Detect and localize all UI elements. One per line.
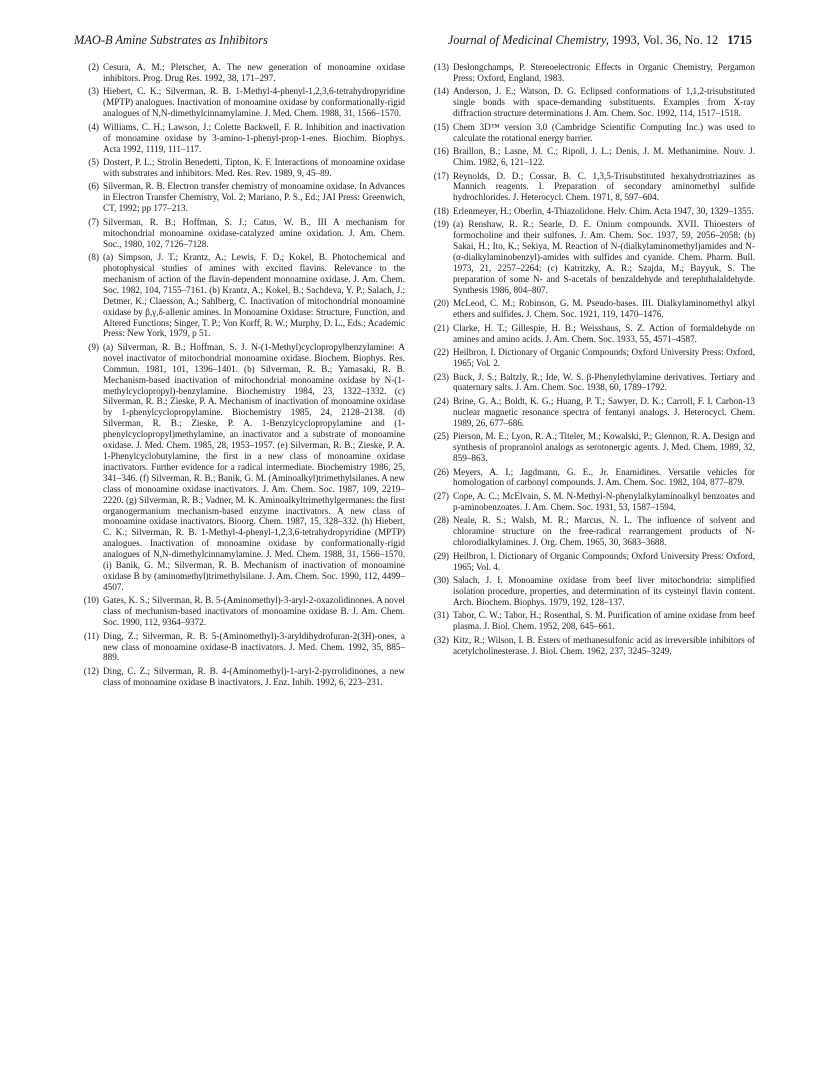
reference-item — [425, 146, 755, 168]
reference-item — [425, 491, 755, 513]
reference-item — [425, 298, 755, 320]
reference-text: Reynolds, D. D.; Cossar, B. C. 1,3,5-Trisubstituted hexahydrotriazines as Mannich reagents. I. Preparation of secondary aminomethyl sulfide hydrochlorides. J. Heterocycl. Chem. 1971, 8, 597–604. — [453, 170, 755, 203]
reference-text: Tabor, C. W.; Tabor, H.; Rosenthal, S. M. Purification of amine oxidase from beef plasma. J. Biol. Chem. 1952, 208, 645–661. — [453, 610, 755, 632]
reference-number: (2) — [88, 62, 99, 72]
reference-text: Deslongchamps, P. Stereoelectronic Effects in Organic Chemistry, Pergamon Press: Oxford, England, 1983. — [453, 62, 755, 83]
reference-text: Braillon, B.; Lasne, M. C.; Ripoll, J. L.; Denis, J. M. Methanimine. Nouv. J. Chim. 1982, 6, 121–122. — [453, 146, 755, 168]
reference-item — [425, 431, 755, 464]
reference-number: (11) — [84, 630, 99, 641]
reference-number: (16) — [433, 146, 449, 157]
journal-citation — [448, 33, 752, 48]
reference-item — [425, 122, 755, 144]
reference-item — [75, 631, 405, 664]
reference-text: (a) Simpson, J. T.; Krantz, A.; Lewis, F. D.; Kokel, B. Photochemical and photophysical studies of amines with excited flavins. Relevance to the mechanism of action of the flavin-dependent monoamine oxidase. J. Am. Chem. Soc. 1982, 104, 7155–7161. (b) Krantz, A.; Kokel, B.; Sachdeva, Y. P.; Salach, J.; Detmer, K.; Claesson, A.; Sahlberg, C. Inactivation of mitochondrial monoamine oxidase by β,γ,δ-allenic amines. In Monoamine Oxidase: Structure, Function, and Altered Functions; Singer, T. P.; Von Korff, R. W.; Murphy, D. L., Eds.; Academic Press: New York, 1979, p 51. — [103, 252, 405, 339]
reference-item — [75, 595, 405, 628]
reference-item — [425, 171, 755, 204]
reference-text: Ding, Z.; Silverman, R. B. 5-(Aminomethyl)-3-aryldihydrofuran-2(3H)-ones, a new class of monoamine oxidase-B inactivators. J. Med. Chem. 1992, 35, 885–889. — [103, 630, 405, 663]
journal-name: Journal of Medicinal Chemistry, — [447, 33, 609, 47]
volume-issue: 1993, Vol. 36, No. 12 — [611, 33, 719, 47]
reference-number: (22) — [433, 347, 449, 358]
reference-number: (20) — [433, 298, 449, 309]
reference-number: (29) — [433, 550, 449, 561]
reference-text: Silverman, R. B.; Hoffman, S. J.; Catus, W. B., III A mechanism for mitochondrial monoamine oxidase-catalyzed amine oxidation. J. Am. Chem. Soc., 1980, 102, 7126–7128. — [103, 216, 405, 249]
reference-item — [425, 396, 755, 429]
page-number: 1715 — [727, 33, 752, 47]
reference-number: (26) — [433, 466, 449, 477]
reference-item — [75, 122, 405, 155]
reference-text: Cope, A. C.; McElvain, S. M. N-Methyl-N-phenylalkylaminoalkyl benzoates and p-aminobenzoates. J. Am. Chem. Soc. 1931, 53, 1587–1594. — [453, 490, 755, 512]
reference-text: Williams, C. H.; Lawson, J.; Colette Backwell, F. R. Inhibition and inactivation of monoamine oxidase by 3-amino-1-phenyl-prop-1-enes. Biochim. Biophys. Acta 1992, 1119, 111–117. — [103, 121, 405, 154]
reference-number: (27) — [433, 490, 449, 501]
reference-number: (31) — [433, 610, 449, 621]
reference-number: (5) — [88, 157, 99, 168]
reference-text: Heilbron, I. Dictionary of Organic Compounds; Oxford University Press: Oxford, 1965; Vol. 2. — [453, 347, 755, 368]
reference-number: (12) — [83, 665, 99, 676]
reference-text: Cesura, A. M.; Pletscher, A. The new generation of monoamine oxidase inhibitors. Prog. Drug Res. 1992, 38, 171–297. — [103, 62, 405, 83]
reference-item — [425, 206, 755, 217]
reference-item — [425, 467, 755, 489]
reference-number: (10) — [83, 595, 99, 606]
reference-number: (23) — [433, 371, 449, 382]
reference-text: Anderson, J. E.; Watson, D. G. Eclipsed conformations of 1,1,2-trisubstituted single bonds with space-demanding substituents. Examples from X-ray diffraction structure determinations J. Am. Chem. Soc. 1992, 114, 1517–1518. — [453, 86, 755, 119]
reference-text: Silverman, R. B. Electron transfer chemistry of monoamine oxidase. In Advances in Electron Transfer Chemistry, Vol. 2; Mariano, P. S., Ed.; JAI Press: Greenwich, CT, 1992; pp 177–213. — [103, 181, 405, 214]
reference-item — [425, 347, 755, 369]
reference-text: Heilbron, I. Dictionary of Organic Compounds; Oxford University Press: Oxford, 1965; Vol. 4. — [453, 550, 755, 572]
reference-number: (18) — [433, 205, 449, 216]
reference-number: (6) — [88, 181, 99, 192]
reference-number: (8) — [88, 252, 99, 263]
reference-text: McLeod, C. M.; Robinson, G. M. Pseudo-bases. III. Dialkylaminomethyl alkyl ethers and sulfides. J. Chem. Soc. 1921, 119, 1470–1476. — [453, 298, 755, 320]
reference-item — [425, 635, 755, 657]
reference-number: (9) — [88, 341, 99, 352]
reference-item — [75, 342, 405, 593]
reference-item — [75, 86, 405, 119]
reference-number: (7) — [88, 216, 99, 227]
reference-number: (13) — [433, 62, 449, 72]
reference-text: Buck, J. S.; Baltzly, R.; Ide, W. S. β-Phenylethylamine derivatives. Tertiary and quaternary salts. J. Am. Chem. Soc. 1938, 60, 1789–1792. — [453, 371, 755, 393]
reference-number: (4) — [88, 121, 99, 132]
reference-text: Brine, G. A.; Boldt, K. G.; Huang, P. T.; Sawyer, D. K.; Carroll, F. I. Carbon-13 nuclear magnetic resonance spectra of fentanyl analogs. J. Heterocycl. Chem. 1989, 26, 677–686. — [453, 395, 755, 428]
reference-item — [425, 610, 755, 632]
reference-text: Salach, J. I. Monoamine oxidase from beef liver mitochondria: simplified isolation procedure, properties, and determination of its cysteinyl flavin content. Arch. Biochem. Biophys. 1979, 192, 128–137. — [453, 575, 755, 607]
reference-number: (17) — [433, 170, 449, 181]
reference-item — [425, 62, 755, 84]
reference-text: Dostert, P. L.; Strolin Benedetti, Tipton, K. F. Interactions of monoamine oxidase with substrates and inhibitors. Med. Res. Rev. 1989, 9, 45–89. — [103, 157, 405, 178]
reference-number: (15) — [433, 121, 449, 132]
reference-number: (24) — [433, 395, 449, 406]
reference-item — [75, 62, 405, 84]
reference-number: (28) — [433, 515, 449, 526]
reference-text: Erlenmeyer, H.; Oberlin, 4-Thiazolidone. Helv. Chim. Acta 1947, 30, 1329–1355. — [453, 205, 754, 216]
running-title: MAO-B Amine Substrates as Inhibitors — [74, 33, 268, 47]
references-right-column — [425, 62, 755, 659]
reference-number: (25) — [433, 431, 449, 442]
reference-item — [425, 219, 755, 295]
reference-text: Meyers, A. I.; Jagdmann, G. E., Jr. Enamidines. Versatile vehicles for homologation of carbonyl compounds. J. Am. Chem. Soc. 1982, 104, 877–879. — [453, 466, 755, 488]
reference-item — [75, 181, 405, 214]
reference-item — [425, 551, 755, 573]
reference-item — [425, 515, 755, 548]
reference-item — [425, 372, 755, 394]
reference-item — [425, 86, 755, 119]
reference-item — [425, 575, 755, 608]
reference-number: (3) — [88, 86, 99, 97]
reference-text: Hiebert, C. K.; Silverman, R. B. 1-Methyl-4-phenyl-1,2,3,6-tetrahydropyridine (MPTP) analogues. Inactivation of monoamine oxidase by conformationally-rigid analogues of N,N-dimethylcinnamylamine. J. Med. Chem. 1988, 31, 1566–1570. — [103, 86, 405, 119]
reference-number: (30) — [433, 575, 449, 586]
reference-text: Kitz, R.; Wilson, I. B. Esters of methanesulfonic acid as irreversible inhibitors of acetylcholinesterase. J. Biol. Chem. 1962, 237, 3245–3249. — [453, 634, 755, 656]
page-header — [74, 33, 752, 51]
reference-number: (21) — [433, 322, 449, 333]
reference-item — [75, 252, 405, 339]
reference-text: (a) Silverman, R. B.; Hoffman, S. J. N-(1-Methyl)cyclopropylbenzylamine: A novel inactivator of mitochondrial monoamine oxidase. Biochem. Biophys. Res. Commun. 1981, 101, 1396–1401. (b) Silverman, R. B.; Yamasaki, R. B. Mechanism-based inactivation of mitochondrial monoamine oxidase by N-(1-methylcyclopropyl)-benzylamine. Biochemistry 1984, 23, 1322–1332. (c) Silverman, R. B.; Zieske, P. A. Mechanism of inactivation of monoamine oxidase by 1-phenylcyclopropylamine. Biochemistry 1985, 24, 2128–2138. (d) Silverman, R. B.; Zieske, P. A. 1-Benzylcyclopropylamine and (1-phenylcyclopropyl)methylamine, an inactivator and a substrate of monoamine oxidase. J. Med. Chem. 1985, 28, 1953–1957. (e) Silverman, R. B.; Zieske, P. A. 1-Phenylcyclobutylamine, the first in a new class of monoamine oxidase inactivators. Further evidence for a radical intermediate. Biochemistry 1986, 25, 341–346. (f) Silverman, R. B.; Banik, G. M. (Aminoalkyl)trimethylsilanes. A new class of monoamine oxidase inactivators. J. Am. Chem. Soc. 1987, 109, 2219–2220. (g) Silverman, R. B.; Vadner, M. K. Aminoalkyltrimethylgermanes: the first organogermanium mechanism-based enzyme inactivators. A new class of monoamine oxidase inactivators. Bioorg. Chem. 1987, 15, 328–332. (h) Hiebert, C. K.; Silverman, R. B. 1-Methyl-4-phenyl-1,2,3,6-tetrahydropyridine (MPTP) analogues. Inactivation of monoamine oxidase by conformationally-rigid analogues of N,N-dimethylcinnamylamine. J. Med. Chem. 1988, 31, 1566–1570. (i) Banik, G. M.; Silverman, R. B. Mechanism of inactivation of monoamine oxidase B by (aminomethyl)trimethylsilane. J. Am. Chem. Soc. 1990, 112, 4499–4507. — [103, 341, 405, 592]
reference-item — [75, 157, 405, 179]
reference-text: Chem 3D™ version 3.0 (Cambridge Scientific Computing Inc.) was used to calculate the rotational energy barrier. — [453, 121, 755, 143]
reference-number: (32) — [433, 634, 449, 645]
reference-text: Ding, C. Z.; Silverman, R. B. 4-(Aminomethyl)-1-aryl-2-pyrrolidinones, a new class of monoamine oxidase B inactivators. J. Enz. Inhib. 1992, 6, 223–231. — [103, 665, 405, 687]
reference-text: Pierson, M. E.; Lyon, R. A.; Titeler, M.; Kowalski, P.; Glennon, R. A. Design and synthesis of propranolol analogs as serotonergic agents. J. Med. Chem. 1989, 32, 859–863. — [453, 431, 755, 464]
references-left-column — [75, 62, 405, 690]
reference-text: Clarke, H. T.; Gillespie, H. B.; Weisshaus, S. Z. Action of formaldehyde on amines and amino acids. J. Am. Chem. Soc. 1933, 55, 4571–4587. — [453, 322, 755, 344]
reference-number: (19) — [433, 219, 449, 230]
reference-number: (14) — [433, 86, 449, 97]
reference-item — [75, 666, 405, 688]
reference-item — [75, 217, 405, 250]
reference-item — [425, 323, 755, 345]
reference-text: (a) Renshaw, R. R.; Searle, D. E. Onium compounds. XVII. Thioesters of formocholine and their sulfones. J. Am. Chem. Soc. 1937, 59, 2056–2058; (b) Sakai, H.; Ito, K.; Sekiya, M. Reaction of N-(dialkylaminomethyl)amides and N-(α-dialkylaminobenzyl)-amides with sulfides and cyanide. Chem. Pharm. Bull. 1973, 21, 2257–2264; (c) Katritzky, A. R.; Szajda, M.; Bayyuk, S. The preparation of some N- and S-acetals of benzaldehyde and terephthalaldehyde. Synthesis 1986, 804–807. — [453, 219, 755, 295]
reference-text: Neale, R. S.; Walsh, M. R.; Marcus, N. L. The influence of solvent and chloramine structure on the free-radical rearrangement products of N-chlorodialkylamines. J. Org. Chem. 1965, 30, 3683–3688. — [453, 515, 755, 548]
reference-text: Gates, K. S.; Silverman, R. B. 5-(Aminomethyl)-3-aryl-2-oxazolidinones. A novel class of mechanism-based inactivators of monoamine oxidase B. J. Am. Chem. Soc. 1990, 112, 9364–9372. — [103, 595, 405, 628]
